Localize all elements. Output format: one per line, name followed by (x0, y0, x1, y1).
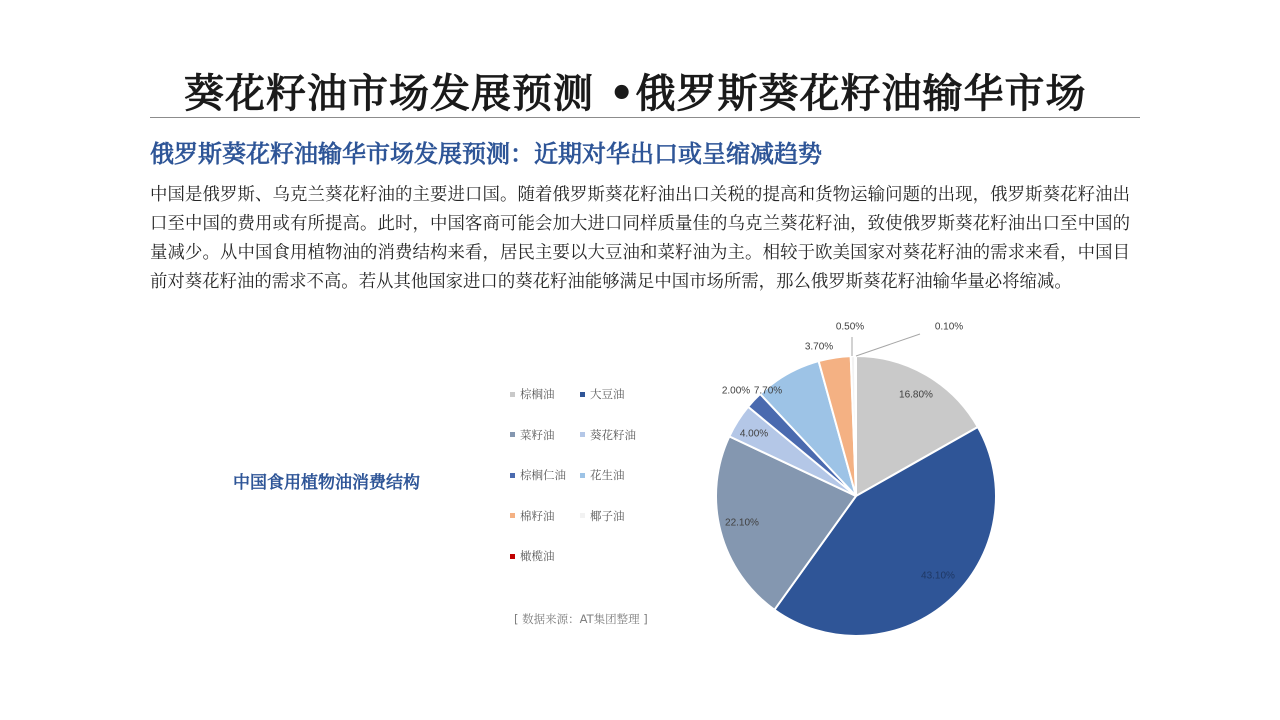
pie-data-label-3: 22.10% (725, 517, 759, 529)
legend-label-9: 橄榄油 (520, 549, 555, 563)
leader-line-9 (856, 334, 920, 356)
legend-label-7: 棉籽油 (520, 508, 555, 523)
page-title: 葵花籽油市场发展预测 •俄罗斯葵花籽油输华市场 (184, 71, 1087, 117)
legend-label-1: 棕榈油 (520, 387, 555, 401)
pie-data-label-8: 0.50% (835, 321, 865, 333)
legend-label-5: 棕榈仁油 (520, 468, 566, 482)
chart-caption: 中国食用植物油消费结构 (233, 473, 420, 493)
pie-data-label-5: 2.00% (721, 385, 751, 397)
legend-label-8: 椰子油 (590, 508, 625, 523)
data-source-note: [ 数据来源：AT集团整理 ] (514, 612, 648, 626)
pie-data-label-4: 4.00% (739, 428, 769, 440)
pie-data-label-2: 43.10% (921, 570, 955, 582)
section-subtitle: 俄罗斯葵花籽油输华市场发展预测：近期对华出口或呈缩减趋势 (150, 140, 822, 168)
pie-slice-9 (855, 356, 856, 496)
pie-data-label-1: 16.80% (899, 389, 933, 401)
body-paragraph: 中国是俄罗斯、乌克兰葵花籽油的主要进口国。随着俄罗斯葵花籽油出口关税的提高和货物运输问题的出现，俄罗斯葵花籽油出口至中国的费用或有所提高。此时，中国客商可能会加大进口同样质量佳的乌克兰葵花籽油，致使俄罗斯葵花籽油出口至中国的量减少。从中国食用植物油的消费结构来看，居民主要以大豆油和菜籽油为主。相较于欧美国家对葵花籽油的需求来看，中国目前对葵花籽油的需求不高。若从其他国家进口的葵花籽油能够满足中国市场所需，那么俄罗斯葵花籽油输华量必将缩减。 (150, 185, 1130, 292)
pie-data-label-9: 0.10% (934, 321, 964, 333)
legend-label-6: 花生油 (590, 468, 625, 482)
pie-data-label-7: 3.70% (804, 341, 834, 353)
legend-label-4: 葵花籽油 (590, 427, 636, 442)
legend-label-3: 菜籽油 (520, 427, 555, 442)
pie-data-label-6: 7.70% (753, 385, 783, 397)
legend-label-2: 大豆油 (590, 387, 625, 401)
